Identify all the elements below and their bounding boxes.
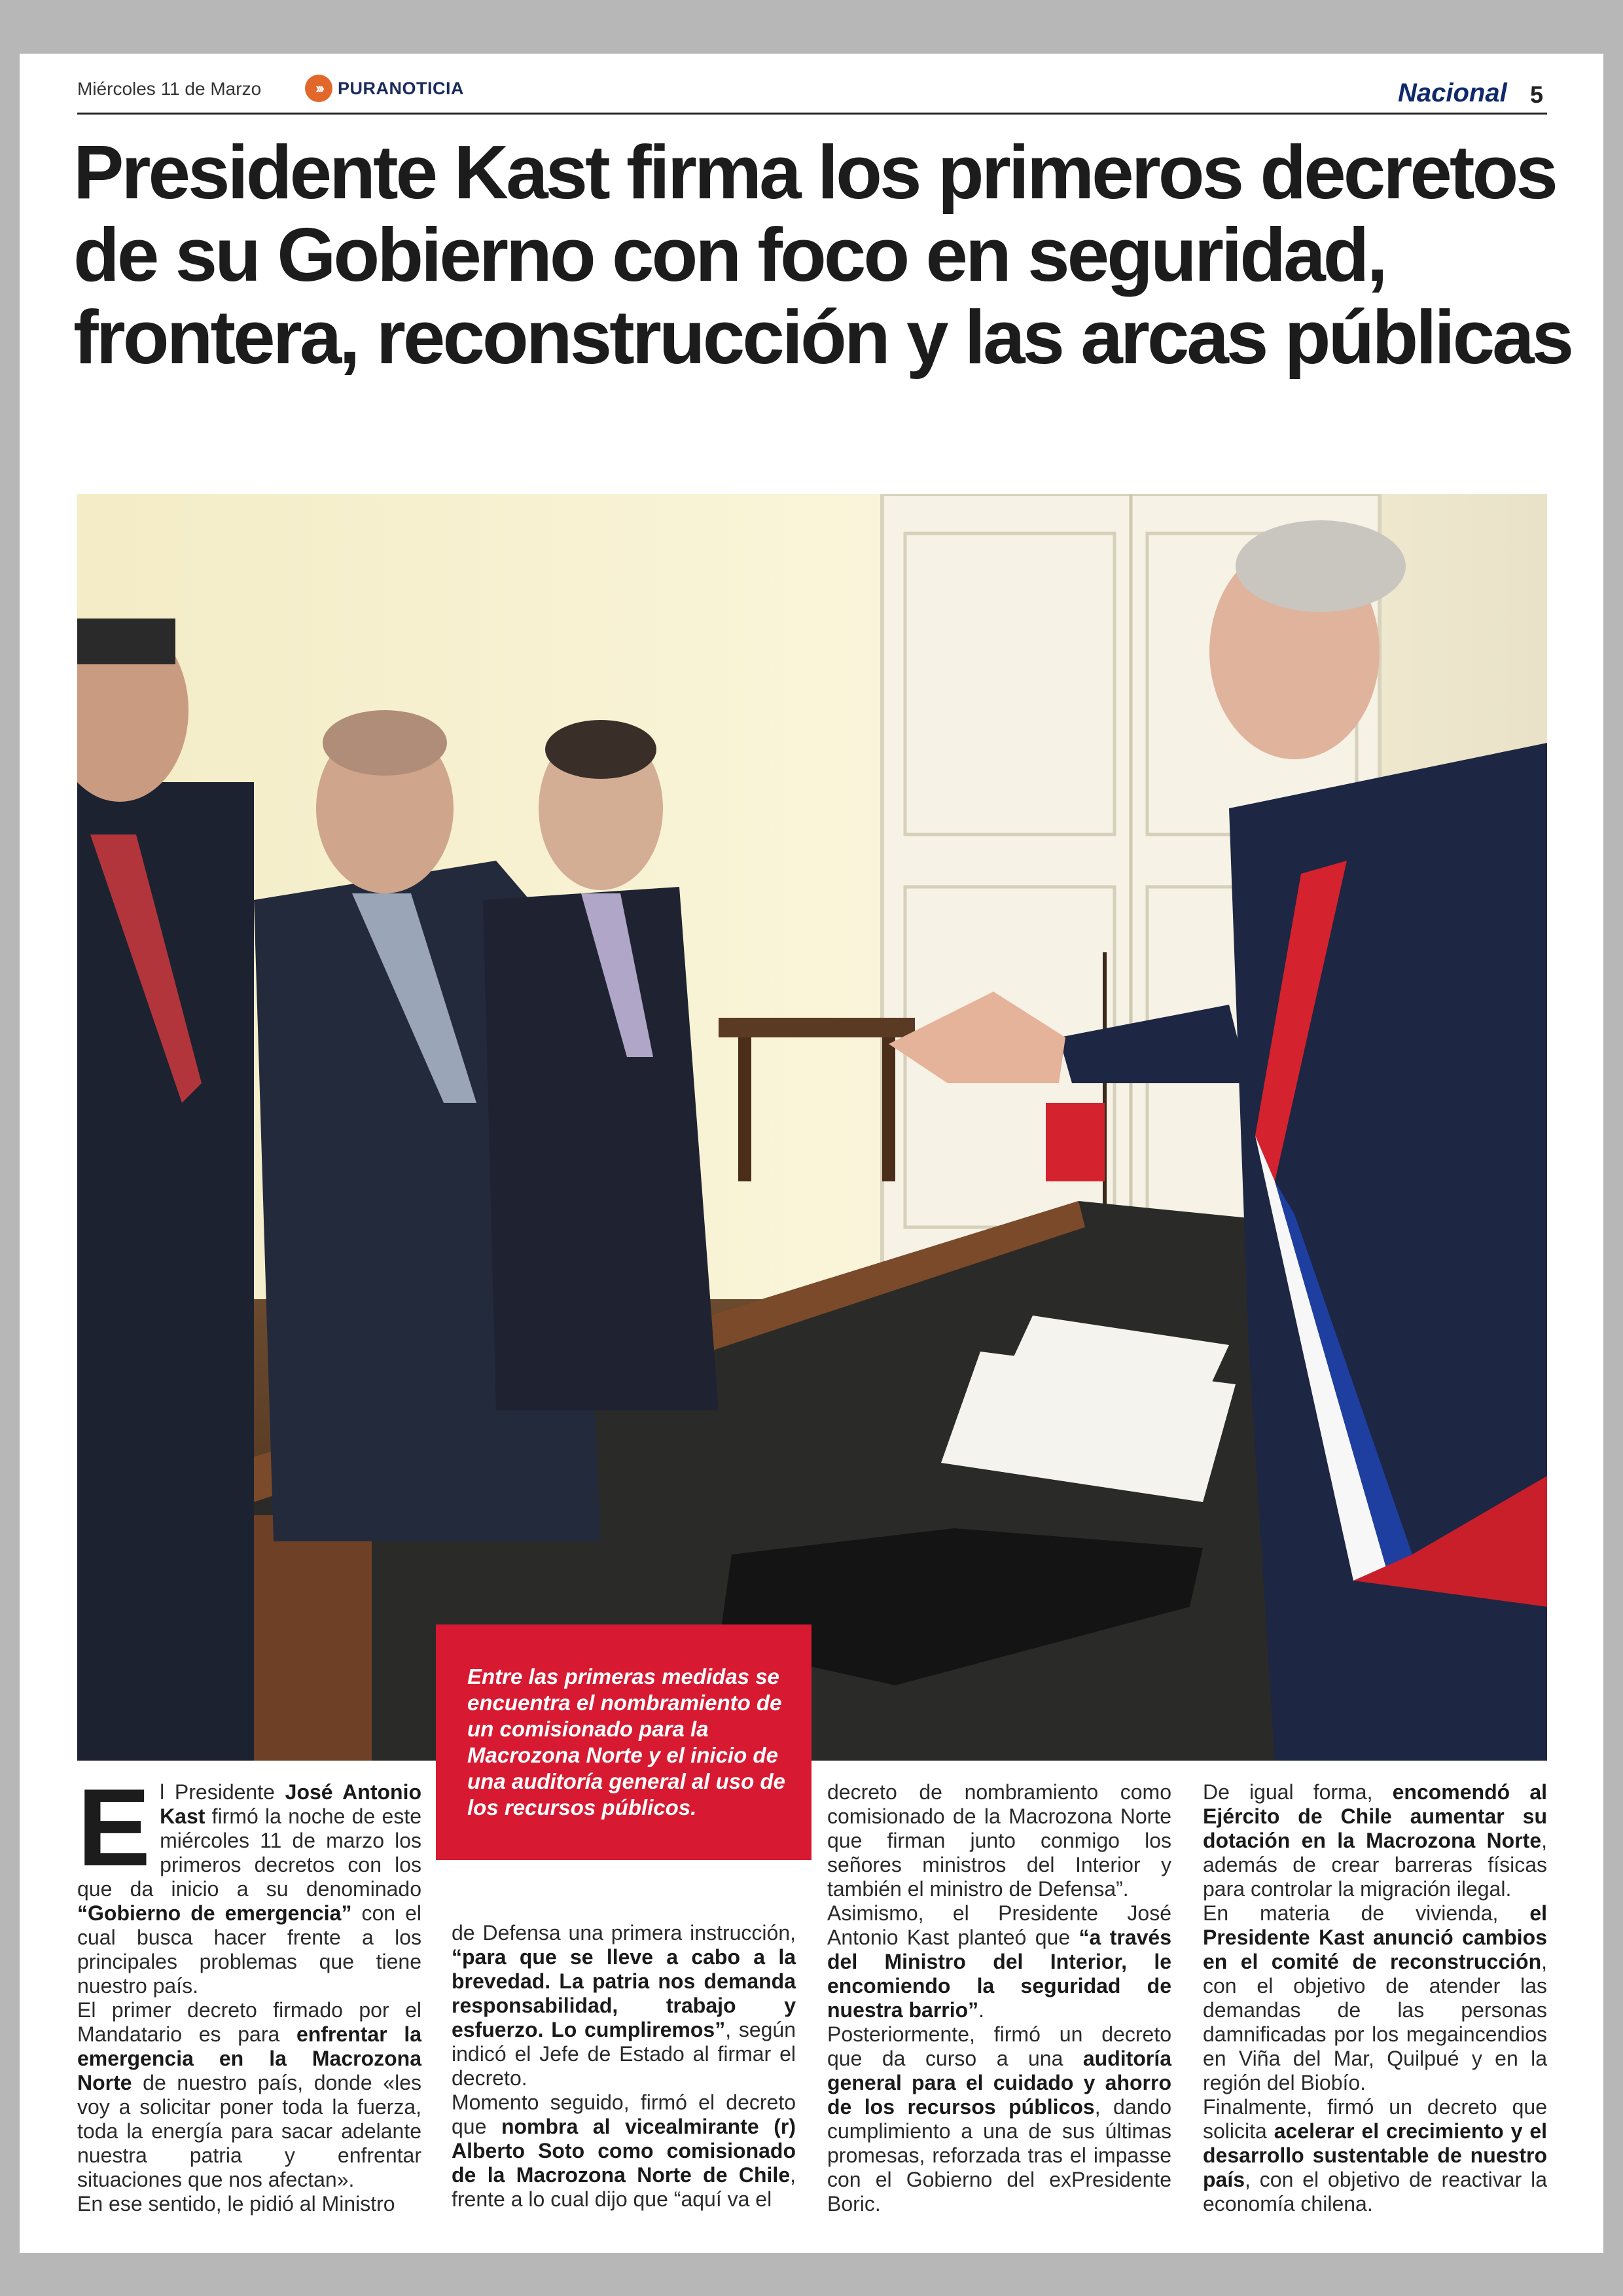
- section-name: Nacional: [1398, 79, 1507, 107]
- article-paragraph: El Presidente José Antonio Kast firmó la noche de este miércoles 11 de marzo los primeros decretos con los que da inicio a su denominado “Gobierno de emergencia” con el cual busca hacer frente a los principales problemas que tiene nuestro país.: [77, 1766, 421, 1998]
- article-paragraph: El primer decreto firmado por el Mandatario es para enfrentar la emergencia en la Macrozona Norte de nuestro país, donde «les voy a solicitar poner toda la fuerza, toda la energía para sacar adelante nuestra patria y enfrentar situaciones que nos afectan».: [77, 1998, 422, 2191]
- logo-chevrons-icon: ›››: [305, 75, 332, 102]
- article-column-2: [452, 1921, 796, 2212]
- page-number: 5: [1530, 81, 1544, 108]
- issue-date: Miércoles 11 de Marzo: [77, 79, 262, 99]
- photo-caption-box: [436, 1624, 812, 1860]
- header-divider: [77, 113, 1547, 115]
- article-column-1: [77, 1766, 422, 2216]
- logo-text: PURANOTICIA: [338, 78, 464, 98]
- article-paragraph: En materia de vivienda, el Presidente Kast anunció cambios en el comité de reconstrucción, con el objetivo de atender las demandas de las personas damnificadas por los megaincendios en Viña del Mar, Quilpué y en la región del Biobío.: [1203, 1901, 1547, 2094]
- photo-caption: Entre las primeras medidas se encuentra el nombramiento de un comisionado para la Macrozona Norte y el inicio de una auditoría general al uso de los recursos públicos.: [467, 1664, 785, 1820]
- article-column-3: [827, 1780, 1171, 2216]
- article-paragraph: de Defensa una primera instrucción, “para que se lleve a cabo a la brevedad. La patria nos demanda responsabilidad, trabajo y esfuerzo. Lo cumpliremos”, según indicó el Jefe de Estado al firmar el decreto.: [452, 1921, 796, 2090]
- headline: Presidente Kast firma los primeros decretos de su Gobierno con foco en seguridad, frontera, reconstrucción y las arcas públicas: [73, 130, 1572, 380]
- article-paragraph: De igual forma, encomendó al Ejército de Chile aumentar su dotación en la Macrozona Norte, además de crear barreras físicas para controlar la migración ilegal.: [1203, 1780, 1548, 1901]
- article-photo: [77, 494, 1547, 1761]
- article-column-4: [1203, 1780, 1547, 2216]
- article-paragraph: Asimismo, el Presidente José Antonio Kast planteó que “a través del Ministro del Interior, le encomiendo la seguridad de nuestra barrio”.: [827, 1901, 1172, 2022]
- article-paragraph: decreto de nombramiento como comisionado de la Macrozona Norte que firman junto conmigo los señores ministros del Interior y también el ministro de Defensa”.: [827, 1780, 1171, 1901]
- publication-logo: [305, 75, 464, 102]
- drop-cap: E: [77, 1766, 151, 1889]
- article-paragraph: Posteriormente, firmó un decreto que da curso a una auditoría general para el cuidado y ahorro de los recursos públicos, dando cumplimiento a una de sus últimas promesas, reforzada tras el impasse con el Gobierno del exPresidente Boric.: [827, 2022, 1172, 2215]
- article-paragraph: En ese sentido, le pidió al Ministro: [77, 2192, 395, 2215]
- article-paragraph: Momento seguido, firmó el decreto que nombra al vicealmirante (r) Alberto Soto como comisionado de la Macrozona Norte de Chile, frente a lo cual dijo que “aquí va el: [452, 2090, 796, 2211]
- article-paragraph: Finalmente, firmó un decreto que solicita acelerar el crecimiento y el desarrollo sustentable de nuestro país, con el objetivo de reactivar la economía chilena.: [1203, 2095, 1547, 2215]
